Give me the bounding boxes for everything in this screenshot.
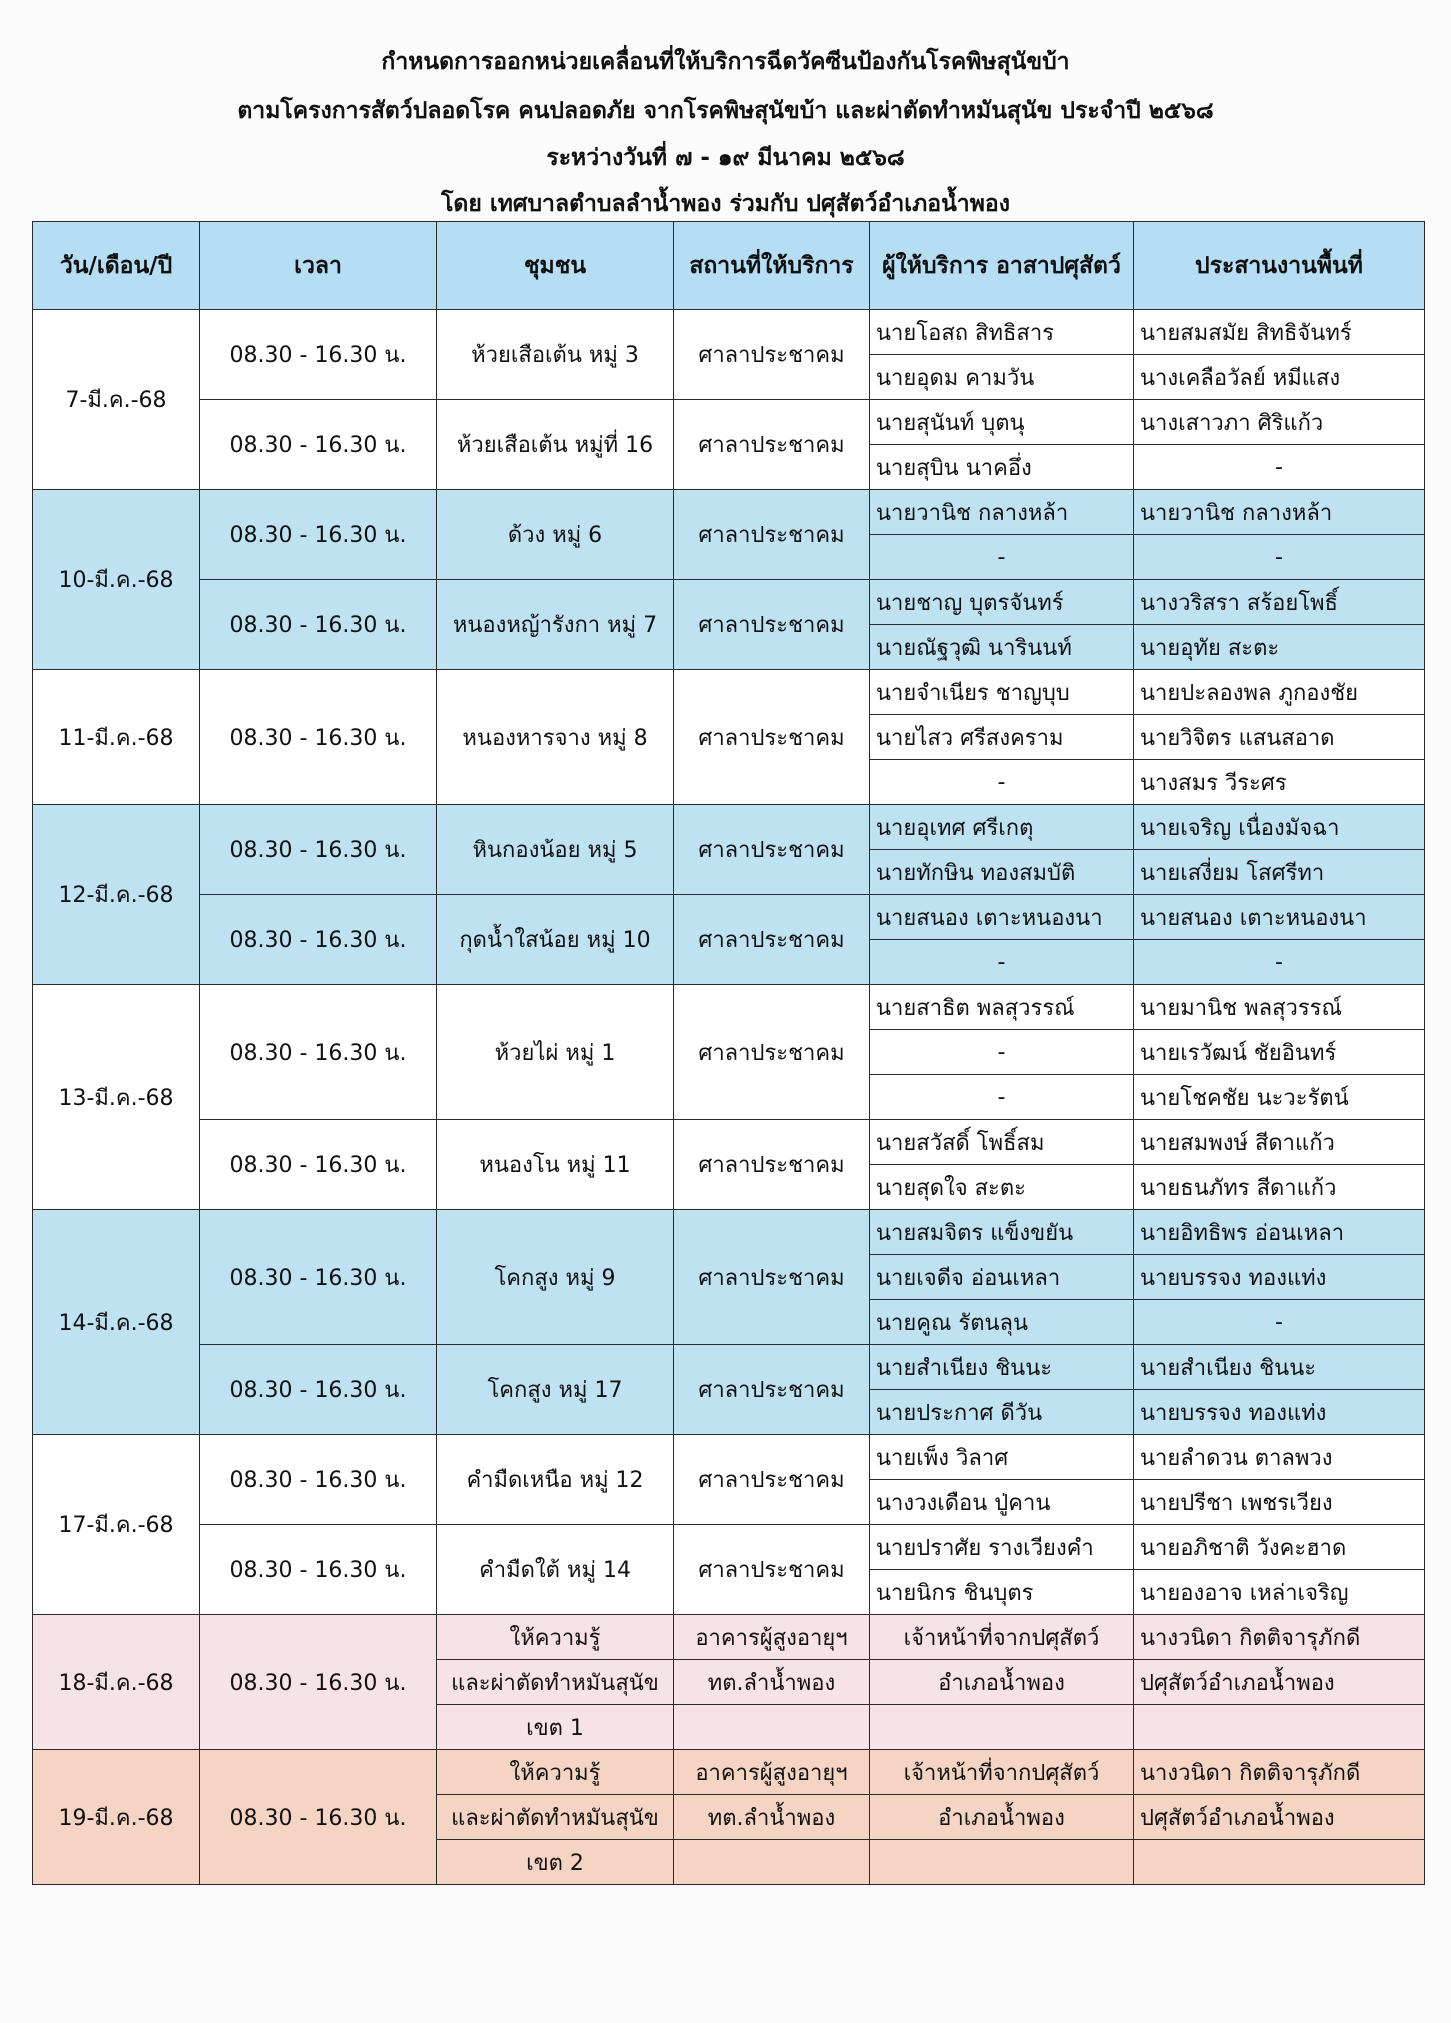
community-cell: คำมืดเหนือ หมู่ 12 [437, 1435, 674, 1525]
place-cell: ศาลาประชาคม [674, 985, 870, 1120]
time-cell: 08.30 - 16.30 น. [200, 490, 437, 580]
coordinator-cell: นายองอาจ เหล่าเจริญ [1134, 1570, 1425, 1615]
doc-organizers: โดย เทศบาลตำบลลำน้ำพอง ร่วมกับ ปศุสัตว์อำเภอน้ำพอง [441, 191, 1010, 217]
coordinator-cell: นายโชคชัย นะวะรัตน์ [1134, 1075, 1425, 1120]
table-header-row [33, 222, 1425, 310]
coordinator-cell: - [1134, 445, 1425, 490]
col-header-date: วัน/เดือน/ปี [33, 222, 200, 310]
schedule-table [32, 221, 1425, 1885]
provider-cell: นายสวัสดิ์ โพธิ์สม [870, 1120, 1134, 1165]
table-row [33, 310, 1425, 355]
col-header-place: สถานที่ให้บริการ [674, 222, 870, 310]
provider-cell: - [870, 535, 1134, 580]
date-cell: 14-มี.ค.-68 [33, 1210, 200, 1435]
table-row [33, 985, 1425, 1030]
provider-cell: นายสุดใจ สะตะ [870, 1165, 1134, 1210]
place-cell: ศาลาประชาคม [674, 670, 870, 805]
place-line: อาคารผู้สูงอายุฯ [674, 1750, 870, 1795]
provider-cell: นายนิกร ชินบุตร [870, 1570, 1134, 1615]
provider-cell: อำเภอน้ำพอง [870, 1795, 1134, 1840]
date-cell: 10-มี.ค.-68 [33, 490, 200, 670]
place-line: อาคารผู้สูงอายุฯ [674, 1615, 870, 1660]
time-cell: 08.30 - 16.30 น. [200, 1750, 437, 1885]
date-cell: 13-มี.ค.-68 [33, 985, 200, 1210]
provider-cell: เจ้าหน้าที่จากปศุสัตว์ [870, 1615, 1134, 1660]
doc-subtitle-project: ตามโครงการสัตว์ปลอดโรค คนปลอดภัย จากโรคพิษสุนัขบ้า และผ่าตัดทำหมันสุนัข ประจำปี ๒๕๖๘ [237, 98, 1214, 124]
table-row [33, 1120, 1425, 1165]
community-line: เขต 1 [437, 1705, 674, 1750]
coordinator-cell: - [1134, 940, 1425, 985]
community-cell: ห้วยไผ่ หมู่ 1 [437, 985, 674, 1120]
table-row [33, 895, 1425, 940]
provider-cell: นายอุดม คามวัน [870, 355, 1134, 400]
coordinator-cell: นางวนิดา กิตติจารุภักดี [1134, 1615, 1425, 1660]
place-line: ทต.ลำน้ำพอง [674, 1795, 870, 1840]
community-cell: โคกสูง หมู่ 9 [437, 1210, 674, 1345]
community-line: และผ่าตัดทำหมันสุนัข [437, 1660, 674, 1705]
community-line: ให้ความรู้ [437, 1750, 674, 1795]
place-line [674, 1840, 870, 1885]
time-cell: 08.30 - 16.30 น. [200, 310, 437, 400]
coordinator-cell: นายสนอง เตาะหนองนา [1134, 895, 1425, 940]
coordinator-cell: นางวริสรา สร้อยโพธิ์ [1134, 580, 1425, 625]
provider-cell: - [870, 940, 1134, 985]
time-cell: 08.30 - 16.30 น. [200, 1210, 437, 1345]
date-cell: 18-มี.ค.-68 [33, 1615, 200, 1750]
coordinator-cell: นายวานิช กลางหล้า [1134, 490, 1425, 535]
time-cell: 08.30 - 16.30 น. [200, 580, 437, 670]
provider-cell: นายไสว ศรีสงคราม [870, 715, 1134, 760]
provider-cell: นายเจดีจ อ่อนเหลา [870, 1255, 1134, 1300]
coordinator-cell: นายบรรจง ทองแท่ง [1134, 1390, 1425, 1435]
coordinator-cell: ปศุสัตว์อำเภอน้ำพอง [1134, 1660, 1425, 1705]
table-row [33, 1210, 1425, 1255]
table-body [33, 310, 1425, 1885]
provider-cell: นายปราศัย รางเวียงคำ [870, 1525, 1134, 1570]
place-cell: ศาลาประชาคม [674, 490, 870, 580]
provider-cell: นายคูณ รัตนลุน [870, 1300, 1134, 1345]
place-cell: ศาลาประชาคม [674, 805, 870, 895]
time-cell: 08.30 - 16.30 น. [200, 1525, 437, 1615]
col-header-time: เวลา [200, 222, 437, 310]
place-line [674, 1705, 870, 1750]
date-cell: 11-มี.ค.-68 [33, 670, 200, 805]
place-line: ทต.ลำน้ำพอง [674, 1660, 870, 1705]
table-row [33, 580, 1425, 625]
provider-cell: นายทักษิน ทองสมบัติ [870, 850, 1134, 895]
place-cell: ศาลาประชาคม [674, 1525, 870, 1615]
provider-cell: นายประกาศ ดีวัน [870, 1390, 1134, 1435]
coordinator-cell: - [1134, 535, 1425, 580]
provider-cell: นายสุนันท์ บุตนุ [870, 400, 1134, 445]
coordinator-cell: นายบรรจง ทองแท่ง [1134, 1255, 1425, 1300]
time-cell: 08.30 - 16.30 น. [200, 1120, 437, 1210]
date-cell: 7-มี.ค.-68 [33, 310, 200, 490]
coordinator-cell: นางเสาวภา ศิริแก้ว [1134, 400, 1425, 445]
provider-cell: นายโอสถ สิทธิสาร [870, 310, 1134, 355]
provider-cell: นายจำเนียร ชาญบุบ [870, 670, 1134, 715]
coordinator-cell: นายเสงี่ยม โสศรีทา [1134, 850, 1425, 895]
coordinator-cell: นายสมพงษ์ สีดาแก้ว [1134, 1120, 1425, 1165]
col-header-providers: ผู้ให้บริการ อาสาปศุสัตว์ [870, 222, 1134, 310]
coordinator-cell: นางวนิดา กิตติจารุภักดี [1134, 1750, 1425, 1795]
place-cell: ศาลาประชาคม [674, 310, 870, 400]
coordinator-cell: นายวิจิตร แสนสอาด [1134, 715, 1425, 760]
provider-cell: - [870, 760, 1134, 805]
provider-cell: นายสนอง เตาะหนองนา [870, 895, 1134, 940]
community-line: เขต 2 [437, 1840, 674, 1885]
community-cell: โคกสูง หมู่ 17 [437, 1345, 674, 1435]
table-row [33, 1525, 1425, 1570]
coordinator-cell: นายสำเนียง ชินนะ [1134, 1345, 1425, 1390]
doc-date-range: ระหว่างวันที่ ๗ - ๑๙ มีนาคม ๒๕๖๘ [546, 145, 905, 171]
place-cell: ศาลาประชาคม [674, 1210, 870, 1345]
provider-cell: - [870, 1030, 1134, 1075]
provider-cell: นายสุบิน นาคอึ่ง [870, 445, 1134, 490]
community-cell: ด้วง หมู่ 6 [437, 490, 674, 580]
coordinator-cell: นายอภิชาติ วังคะฮาด [1134, 1525, 1425, 1570]
place-cell: ศาลาประชาคม [674, 895, 870, 985]
provider-cell: อำเภอน้ำพอง [870, 1660, 1134, 1705]
coordinator-cell: นายอิทธิพร อ่อนเหลา [1134, 1210, 1425, 1255]
table-row [33, 400, 1425, 445]
coordinator-cell: นายเจริญ เนื่องมัจฉา [1134, 805, 1425, 850]
provider-cell: นายสมจิตร แข็งขยัน [870, 1210, 1134, 1255]
coordinator-cell: นายปะลองพล ภูกองชัย [1134, 670, 1425, 715]
time-cell: 08.30 - 16.30 น. [200, 400, 437, 490]
coordinator-cell [1134, 1840, 1425, 1885]
table-row [33, 1435, 1425, 1480]
table-row [33, 490, 1425, 535]
date-cell: 12-มี.ค.-68 [33, 805, 200, 985]
community-cell: หินกองน้อย หมู่ 5 [437, 805, 674, 895]
coordinator-cell: นายสมสมัย สิทธิจันทร์ [1134, 310, 1425, 355]
community-line: และผ่าตัดทำหมันสุนัข [437, 1795, 674, 1840]
coordinator-cell: นายเรวัฒน์ ชัยอินทร์ [1134, 1030, 1425, 1075]
coordinator-cell: ปศุสัตว์อำเภอน้ำพอง [1134, 1795, 1425, 1840]
community-cell: ห้วยเสือเต้น หมู่ที่ 16 [437, 400, 674, 490]
coordinator-cell: นายธนภัทร สีดาแก้ว [1134, 1165, 1425, 1210]
table-row [33, 670, 1425, 715]
coordinator-cell: นายลำดวน ตาลพวง [1134, 1435, 1425, 1480]
coordinator-cell: นายมานิช พลสุวรรณ์ [1134, 985, 1425, 1030]
provider-cell: เจ้าหน้าที่จากปศุสัตว์ [870, 1750, 1134, 1795]
table-row [33, 1615, 1425, 1660]
provider-cell: - [870, 1075, 1134, 1120]
col-header-community: ชุมชน [437, 222, 674, 310]
coordinator-cell: นางเคลือวัลย์ หมีแสง [1134, 355, 1425, 400]
provider-cell: นายวานิช กลางหล้า [870, 490, 1134, 535]
place-cell: ศาลาประชาคม [674, 1345, 870, 1435]
coordinator-cell [1134, 1705, 1425, 1750]
date-cell: 19-มี.ค.-68 [33, 1750, 200, 1885]
table-row [33, 1345, 1425, 1390]
community-cell: หนองหญ้ารังกา หมู่ 7 [437, 580, 674, 670]
provider-cell: นายชาญ บุตรจันทร์ [870, 580, 1134, 625]
community-line: ให้ความรู้ [437, 1615, 674, 1660]
community-cell: กุดน้ำใสน้อย หมู่ 10 [437, 895, 674, 985]
place-cell: ศาลาประชาคม [674, 400, 870, 490]
provider-cell [870, 1840, 1134, 1885]
time-cell: 08.30 - 16.30 น. [200, 670, 437, 805]
time-cell: 08.30 - 16.30 น. [200, 985, 437, 1120]
doc-title: กำหนดการออกหน่วยเคลื่อนที่ให้บริการฉีดวัคซีนป้องกันโรคพิษสุนัขบ้า [381, 49, 1070, 75]
time-cell: 08.30 - 16.30 น. [200, 1345, 437, 1435]
provider-cell: นายณัฐวุฒิ นารินนท์ [870, 625, 1134, 670]
provider-cell: นายเพ็ง วิลาศ [870, 1435, 1134, 1480]
community-cell: หนองโน หมู่ 11 [437, 1120, 674, 1210]
time-cell: 08.30 - 16.30 น. [200, 1615, 437, 1750]
community-cell: คำมืดใต้ หมู่ 14 [437, 1525, 674, 1615]
coordinator-cell: นายปรีชา เพชรเวียง [1134, 1480, 1425, 1525]
time-cell: 08.30 - 16.30 น. [200, 805, 437, 895]
time-cell: 08.30 - 16.30 น. [200, 1435, 437, 1525]
coordinator-cell: นางสมร วีระศร [1134, 760, 1425, 805]
table-row [33, 1750, 1425, 1795]
community-cell: ห้วยเสือเต้น หมู่ 3 [437, 310, 674, 400]
community-cell: หนองหารจาง หมู่ 8 [437, 670, 674, 805]
provider-cell: นายสาธิต พลสุวรรณ์ [870, 985, 1134, 1030]
coordinator-cell: นายอุทัย สะตะ [1134, 625, 1425, 670]
table-row [33, 805, 1425, 850]
col-header-coordinators: ประสานงานพื้นที่ [1134, 222, 1425, 310]
place-cell: ศาลาประชาคม [674, 580, 870, 670]
provider-cell [870, 1705, 1134, 1750]
provider-cell: นางวงเดือน ปู่คาน [870, 1480, 1134, 1525]
time-cell: 08.30 - 16.30 น. [200, 895, 437, 985]
place-cell: ศาลาประชาคม [674, 1120, 870, 1210]
place-cell: ศาลาประชาคม [674, 1435, 870, 1525]
date-cell: 17-มี.ค.-68 [33, 1435, 200, 1615]
provider-cell: นายสำเนียง ชินนะ [870, 1345, 1134, 1390]
provider-cell: นายอุเทศ ศรีเกตุ [870, 805, 1134, 850]
coordinator-cell: - [1134, 1300, 1425, 1345]
